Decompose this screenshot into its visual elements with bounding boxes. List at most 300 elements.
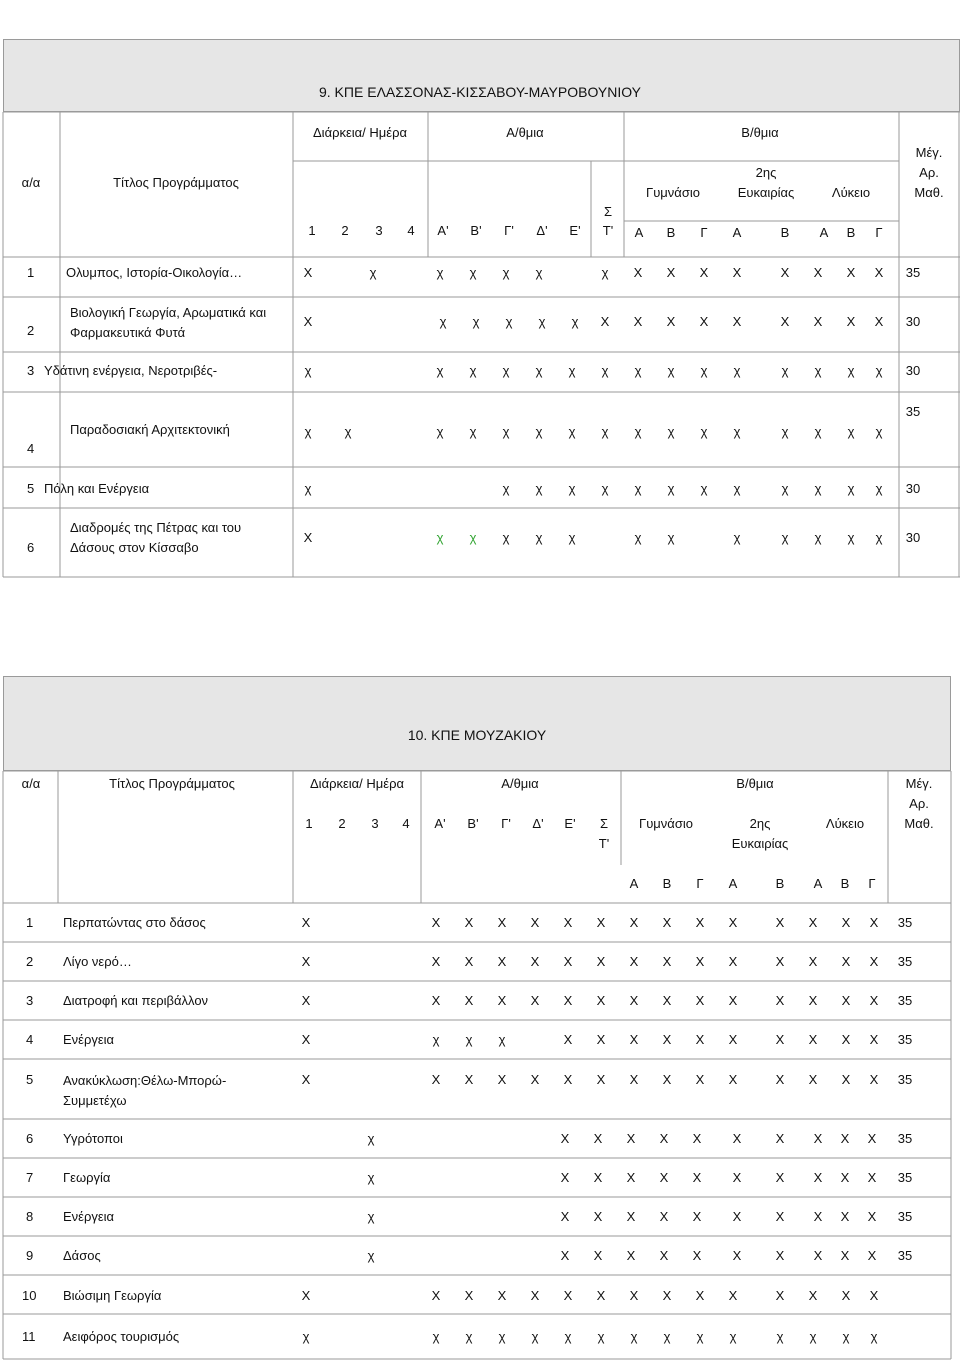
header-day-4: 4 [407,223,415,238]
s10-row-day: χ [367,1170,375,1185]
s9-row3-p6: χ [601,363,609,378]
header-duration: Διάρκεια/ Ημέρα [313,125,407,140]
s9-row3-p1: χ [436,363,444,378]
s9-row4-p2: χ [469,424,477,439]
s10-row-secondary: Χ [841,954,851,969]
s10-row-secondary: Χ [662,1032,672,1047]
s10-row-max: 35 [897,1072,913,1087]
s10-row-primary: χ [498,1329,506,1344]
s10-row-title: Διατροφή και περιβάλλον [63,993,209,1008]
s10-row-secondary: Χ [629,1072,639,1087]
s10-row-secondary: Χ [775,993,785,1008]
s9-row1-p4: χ [502,265,510,280]
s10-row-primary: Χ [626,1209,636,1224]
s9-row6-s7: χ [814,530,822,545]
s10-row-secondary: Χ [732,1209,742,1224]
s10-header-max-2: Αρ. [909,796,929,811]
s10-row-num: 6 [26,1131,34,1146]
s10-row-secondary: Χ [695,954,705,969]
s10-row-primary: Χ [464,915,474,930]
s10-row-primary: Χ [431,954,441,969]
header-day-3: 3 [375,223,383,238]
s9-row2-s2: Χ [633,314,643,329]
s9-row4-max: 35 [905,404,921,419]
header-max-2: Αρ. [919,165,939,180]
s10-header-gym-b: Β [662,876,672,891]
s10-row-title: Υγρότοποι [63,1131,123,1146]
s10-row-secondary: Χ [813,1209,823,1224]
s10-row-title: Ενέργεια [63,1032,115,1047]
s10-row-secondary: Χ [841,915,851,930]
s10-row-num: 8 [26,1209,34,1224]
s9-row5-p3: χ [535,481,543,496]
s10-row-primary: Χ [530,1288,540,1303]
s9-row2-p6: χ [571,314,579,329]
s10-row-day: χ [367,1209,375,1224]
s10-row-title: Λίγο νερό… [63,954,132,969]
s9-row5-p5: χ [601,481,609,496]
s10-header-gym-a: Α [629,876,639,891]
s10-row-primary: Χ [497,1072,507,1087]
s9-row5-s7: χ [875,481,883,496]
s10-row-secondary: Χ [596,1288,606,1303]
s9-row4-s5: χ [781,424,789,439]
header-gym-c: Γ [700,225,708,240]
s10-header-gym-c: Γ [696,876,704,891]
s10-row-secondary: Χ [662,993,672,1008]
s10-row-primary: Χ [464,1072,474,1087]
s10-row-secondary: Χ [732,1170,742,1185]
s10-row-secondary: Χ [596,993,606,1008]
s10-row-secondary: Χ [840,1209,850,1224]
s10-row-primary: Χ [464,954,474,969]
s10-row-secondary: Χ [775,1209,785,1224]
s10-row-secondary: Χ [728,1288,738,1303]
s9-row2-s5: Χ [732,314,742,329]
s9-row1-day1: Χ [303,265,313,280]
header-lykeio: Λύκειο [831,185,871,200]
s9-row2-day1: Χ [303,314,313,329]
s9-row3-p5: χ [568,363,576,378]
s10-row-primary: Χ [431,1072,441,1087]
s10-row-secondary: Χ [869,954,879,969]
s10-row-secondary: Χ [775,1072,785,1087]
s10-row-primary: Χ [497,954,507,969]
header-grade-a: Α' [437,223,449,238]
s10-row-secondary: Χ [841,1072,851,1087]
s10-row-secondary: χ [597,1329,605,1344]
s9-row6-s6: χ [781,530,789,545]
s10-row-primary: χ [531,1329,539,1344]
s10-header-grade-b: Β' [467,816,479,831]
s10-row-primary: Χ [626,1131,636,1146]
s10-header-lyk-b: Β [840,876,850,891]
s9-row5-p2: χ [502,481,510,496]
s10-row-day: χ [367,1248,375,1263]
header-lyk-c: Γ [875,225,883,240]
s9-row2-max: 30 [905,314,921,329]
s10-row-secondary: Χ [841,993,851,1008]
s10-row-secondary: χ [842,1329,850,1344]
s9-row3-s6: χ [814,363,822,378]
s9-row1-s9: Χ [874,265,884,280]
s9-row2-p4: χ [505,314,513,329]
header-evkairias-1: 2ης [755,165,777,180]
s10-row-primary: Χ [464,993,474,1008]
s9-row6-s9: χ [875,530,883,545]
s10-header-day-2: 2 [338,816,346,831]
s10-row-secondary: χ [809,1329,817,1344]
s9-row3-s4: χ [733,363,741,378]
s10-row-secondary: χ [729,1329,737,1344]
s9-row4-s3: χ [700,424,708,439]
s10-row-secondary: χ [663,1329,671,1344]
header-primary: Α/θμια [506,125,544,140]
s10-row-secondary: Χ [629,915,639,930]
s10-row-primary: Χ [626,1170,636,1185]
s10-row-day: χ [302,1329,310,1344]
s9-row5-p6: χ [634,481,642,496]
s10-row-title: Περπατώντας στο δάσος [63,915,206,930]
s10-row-secondary: Χ [728,1032,738,1047]
s10-row-secondary: Χ [808,1072,818,1087]
s9-row4-s7: χ [847,424,855,439]
s9-row5-day1: χ [304,481,312,496]
s10-row-secondary: Χ [840,1131,850,1146]
s9-row6-num: 6 [27,540,35,555]
header-day-2: 2 [341,223,349,238]
s9-row1-s5: Χ [732,265,742,280]
s10-row-secondary: Χ [775,1131,785,1146]
s9-row4-s1: χ [634,424,642,439]
s9-row6-p2: χ [436,530,444,545]
s10-row-secondary: Χ [695,1072,705,1087]
s10-row-primary: Χ [626,1248,636,1263]
s9-row1-s3: Χ [666,265,676,280]
s9-row1-p1: χ [369,265,377,280]
s10-row-max: 35 [897,1032,913,1047]
s10-row-secondary: Χ [775,1032,785,1047]
s9-row6-s5: χ [733,530,741,545]
s10-row-primary: Χ [560,1209,570,1224]
s10-row-primary: Χ [563,1072,573,1087]
s10-header-grade-c: Γ' [501,816,511,831]
s9-row6-max: 30 [905,530,921,545]
s9-row3-s8: χ [875,363,883,378]
header-program-title: Τίτλος Προγράμματος [113,175,239,190]
s10-row-day: Χ [301,1032,311,1047]
s10-row-secondary: Χ [808,993,818,1008]
s10-row-secondary: Χ [629,1032,639,1047]
s9-row4-day2: χ [344,424,352,439]
s10-row-primary: Χ [563,954,573,969]
s10-row-day: Χ [301,993,311,1008]
s10-header-gymnasio: Γυμνάσιο [639,816,693,831]
s9-row6-s3: χ [667,530,675,545]
s9-row6-s2: χ [634,530,642,545]
s10-row-secondary: Χ [813,1170,823,1185]
s10-row-secondary: Χ [662,954,672,969]
s10-header-secondary: Β/θμια [736,776,774,791]
s10-row-primary: Χ [659,1248,669,1263]
s10-row-max: 35 [897,1209,913,1224]
s10-row-primary: Χ [431,1288,441,1303]
s10-row-secondary: χ [776,1329,784,1344]
s10-row-num: 4 [26,1032,34,1047]
s9-row2-s9: Χ [874,314,884,329]
s10-row-max: 35 [897,993,913,1008]
s10-header-grade-e: Ε' [564,816,576,831]
s9-row2-p3: χ [472,314,480,329]
s10-row-secondary: Χ [732,1131,742,1146]
s10-row-primary: Χ [659,1170,669,1185]
s10-row-secondary: Χ [808,954,818,969]
s10-row-secondary: Χ [695,915,705,930]
s9-row2-s3: Χ [666,314,676,329]
s10-row-max: 35 [897,1248,913,1263]
s10-row-secondary: Χ [869,1288,879,1303]
s10-row-primary: Χ [593,1170,603,1185]
s9-row4-p4: χ [535,424,543,439]
s10-row-secondary: Χ [840,1170,850,1185]
s10-row-secondary: Χ [662,915,672,930]
s10-row-primary: Χ [431,993,441,1008]
s10-row-primary: Χ [692,1209,702,1224]
s9-row6-p5: χ [535,530,543,545]
s10-row-secondary: Χ [695,1032,705,1047]
s10-row-max: 35 [897,1131,913,1146]
s10-row-secondary: Χ [596,915,606,930]
header-evk-b: Β [780,225,790,240]
s10-row-primary: χ [432,1032,440,1047]
s10-header-evkairias-1: 2ης [749,816,771,831]
s9-row1-s4: Χ [699,265,709,280]
s10-row-primary: Χ [563,993,573,1008]
header-aa: α/α [21,175,41,190]
s10-row-primary: χ [432,1329,440,1344]
s10-row-primary: Χ [659,1131,669,1146]
s10-row-primary: Χ [692,1131,702,1146]
s9-row5-s4: χ [781,481,789,496]
s9-row1-s1: χ [601,265,609,280]
s10-row-secondary: Χ [867,1248,877,1263]
s10-row-secondary: Χ [813,1131,823,1146]
s9-row1-max: 35 [905,265,921,280]
s9-row5-s6: χ [847,481,855,496]
s10-row-secondary: Χ [867,1209,877,1224]
s10-row-secondary: Χ [841,1032,851,1047]
header-max-3: Μαθ. [914,185,944,200]
s9-row1-title: Ολυμπος, Ιστορία-Οικολογία… [66,265,243,280]
s9-row6-p4: χ [502,530,510,545]
s10-row-num: 1 [26,915,34,930]
s10-row-day: χ [367,1131,375,1146]
s10-header-evk-a: Α [728,876,738,891]
s10-header-grade-a: Α' [434,816,446,831]
s10-header-duration: Διάρκεια/ Ημέρα [310,776,404,791]
s9-row2-p2: χ [439,314,447,329]
s9-row6-title: Διαδρομές της Πέτρας και του Δάσους στον Κίσσαβο [70,520,242,555]
s10-header-day-1: 1 [305,816,313,831]
s10-row-secondary: Χ [775,954,785,969]
s10-row-secondary: Χ [629,954,639,969]
s10-row-secondary: Χ [775,1248,785,1263]
header-grade-c: Γ' [504,223,514,238]
s10-row-day: Χ [301,954,311,969]
s10-row-secondary: χ [870,1329,878,1344]
s9-row6-s8: χ [847,530,855,545]
s9-row4-p1: χ [436,424,444,439]
s10-row-secondary: Χ [808,1032,818,1047]
header-grade-e: Ε' [569,223,581,238]
s10-row-num: 3 [26,993,34,1008]
s10-row-primary: Χ [530,1072,540,1087]
s10-row-num: 5 [26,1072,34,1087]
s10-row-secondary: Χ [662,1288,672,1303]
s10-row-primary: Χ [692,1170,702,1185]
s10-header-lykeio: Λύκειο [825,816,865,831]
s10-row-title: Γεωργία [63,1170,111,1185]
s10-row-secondary: Χ [808,1288,818,1303]
s9-row5-max: 30 [905,481,921,496]
s10-row-primary: Χ [659,1209,669,1224]
s10-row-primary: χ [465,1032,473,1047]
s10-row-secondary: Χ [596,1032,606,1047]
s10-row-primary: Χ [530,993,540,1008]
s10-row-primary: Χ [692,1248,702,1263]
s10-row-secondary: Χ [629,993,639,1008]
s9-row1-p5: χ [535,265,543,280]
header-lyk-a: Α [819,225,829,240]
s10-row-secondary: Χ [869,1072,879,1087]
s10-row-secondary: Χ [867,1170,877,1185]
s9-row3-s3: χ [700,363,708,378]
s10-row-primary: Χ [497,1288,507,1303]
s10-row-secondary: Χ [813,1248,823,1263]
s10-row-secondary: Χ [695,1288,705,1303]
s9-row5-p4: χ [568,481,576,496]
header-st-1: Σ [603,204,613,219]
s10-row-secondary: Χ [732,1248,742,1263]
s9-row4-p6: χ [601,424,609,439]
s10-row-primary: χ [465,1329,473,1344]
s10-header-max-1: Μέγ. [905,776,933,791]
s9-row1-p2: χ [436,265,444,280]
s9-row2-num: 2 [27,323,35,338]
s10-row-secondary: Χ [596,1072,606,1087]
s10-row-num: 9 [26,1248,34,1263]
s10-row-primary: Χ [464,1288,474,1303]
s10-row-day: Χ [301,915,311,930]
s9-row2-s1: Χ [600,314,610,329]
s10-header-day-4: 4 [402,816,410,831]
header-grade-d: Δ' [536,223,548,238]
s10-row-max: 35 [897,1170,913,1185]
header-gym-b: Β [666,225,676,240]
s10-row-day: Χ [301,1072,311,1087]
section-9-title: 9. ΚΠΕ ΕΛΑΣΣΟΝΑΣ-ΚΙΣΣΑΒΟΥ-ΜΑΥΡΟΒΟΥΝΙΟΥ [318,84,642,100]
s10-header-lyk-c: Γ [868,876,876,891]
s9-row4-title: Παραδοσιακή Αρχιτεκτονική [70,422,230,437]
s10-row-num: 10 [22,1288,37,1303]
s10-row-primary: Χ [593,1209,603,1224]
s10-row-primary: χ [498,1032,506,1047]
s10-row-title: Ανακύκλωση:Θέλω-Μπορώ-Συμμετέχω [63,1073,227,1108]
s9-row4-s6: χ [814,424,822,439]
s10-row-secondary: Χ [869,915,879,930]
s9-row1-s8: Χ [846,265,856,280]
s10-row-secondary: Χ [840,1248,850,1263]
s10-row-primary: Χ [431,915,441,930]
s9-row4-s4: χ [733,424,741,439]
s9-row2-s6: Χ [780,314,790,329]
header-evk-a: Α [732,225,742,240]
s9-row5-s5: χ [814,481,822,496]
s10-row-secondary: χ [696,1329,704,1344]
s10-header-day-3: 3 [371,816,379,831]
header-gymnasio: Γυμνάσιο [646,185,700,200]
s10-row-title: Ενέργεια [63,1209,115,1224]
s10-row-primary: Χ [530,915,540,930]
s10-row-secondary: Χ [869,993,879,1008]
s10-row-secondary: Χ [629,1288,639,1303]
s9-row3-s1: χ [634,363,642,378]
header-lyk-b: Β [846,225,856,240]
s10-row-num: 2 [26,954,34,969]
header-secondary: Β/θμια [741,125,779,140]
s10-row-primary: χ [564,1329,572,1344]
s10-row-title: Βιώσιμη Γεωργία [63,1288,162,1303]
header-max-1: Μέγ. [915,145,943,160]
s10-row-primary: Χ [563,915,573,930]
s9-row3-p2: χ [469,363,477,378]
s10-row-secondary: Χ [775,1170,785,1185]
s10-row-title: Δάσος [63,1248,101,1263]
s10-row-secondary: Χ [775,1288,785,1303]
s10-row-primary: Χ [560,1248,570,1263]
s9-row4-num: 4 [27,441,35,456]
s10-row-secondary: Χ [596,954,606,969]
s10-row-primary: Χ [497,993,507,1008]
s9-row3-max: 30 [905,363,921,378]
s10-row-secondary: Χ [869,1032,879,1047]
header-gym-a: Α [634,225,644,240]
s10-header-grade-d: Δ' [532,816,544,831]
s9-row1-s7: Χ [813,265,823,280]
s9-row3-s5: χ [781,363,789,378]
s10-row-primary: Χ [560,1131,570,1146]
s10-row-secondary: χ [630,1329,638,1344]
s9-row5-s3: χ [733,481,741,496]
s10-row-primary: Χ [593,1248,603,1263]
s9-row4-s8: χ [875,424,883,439]
s10-header-evkairias-2: Ευκαιρίας [731,836,789,851]
s10-row-secondary: Χ [728,915,738,930]
s9-row5-s1: χ [667,481,675,496]
s9-row1-s6: Χ [780,265,790,280]
s10-row-secondary: Χ [728,993,738,1008]
s9-row2-p5: χ [538,314,546,329]
s10-row-primary: Χ [563,1032,573,1047]
s10-row-secondary: Χ [728,1072,738,1087]
s9-row4-s2: χ [667,424,675,439]
s10-row-primary: Χ [593,1131,603,1146]
s10-row-secondary: Χ [662,1072,672,1087]
s9-row3-s7: χ [847,363,855,378]
s9-row3-day1: χ [304,363,312,378]
s10-header-max-3: Μαθ. [904,816,934,831]
s10-row-secondary: Χ [728,954,738,969]
